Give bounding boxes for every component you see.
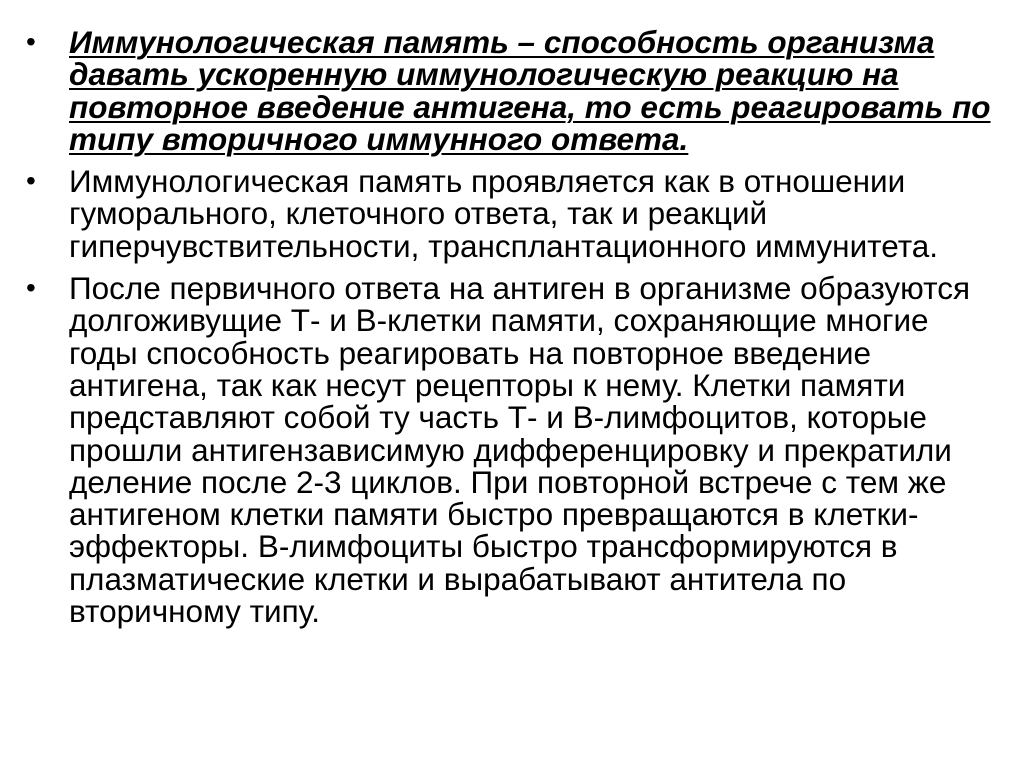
bullet-item-memory-cells xyxy=(26,270,1001,630)
bullet-item-definition xyxy=(26,26,1001,155)
bullet-marker: • xyxy=(26,26,36,57)
memory-cells-text: После первичного ответа на антиген в организме образуются долгоживущие Т- и В-клетки памяти, сохраняющие многие годы способность реагировать на повторное введение антигена, так как несут рецепторы к нему. Клетки памяти представляют собой ту часть Т- и В-лимфоцитов, которые прошли антигензависимую дифференцировку и прекратили деление после 2-3 циклов. При повторной встрече с тем же антигеном клетки памяти быстро превращаются в клетки-эффекторы. В-лимфоциты быстро трансформируются в плазматические клетки и вырабатывают антитела по вторичному типу. xyxy=(69,270,970,630)
bullet-marker: • xyxy=(26,165,36,197)
manifestation-text: Иммунологическая память проявляется как в отношении гуморального, клеточного ответа, так и реакций гиперчувствительности, трансплантационного иммунитета. xyxy=(69,163,939,264)
definition-text: Иммунологическая память – способность организма давать ускоренную иммунологическую реакцию на повторное введение антигена, то есть реагировать по типу вторичного иммунного ответа. xyxy=(69,24,991,157)
bullet-marker: • xyxy=(26,272,36,304)
bullet-item-manifestation xyxy=(26,165,1001,262)
bullet-list xyxy=(26,26,1001,637)
